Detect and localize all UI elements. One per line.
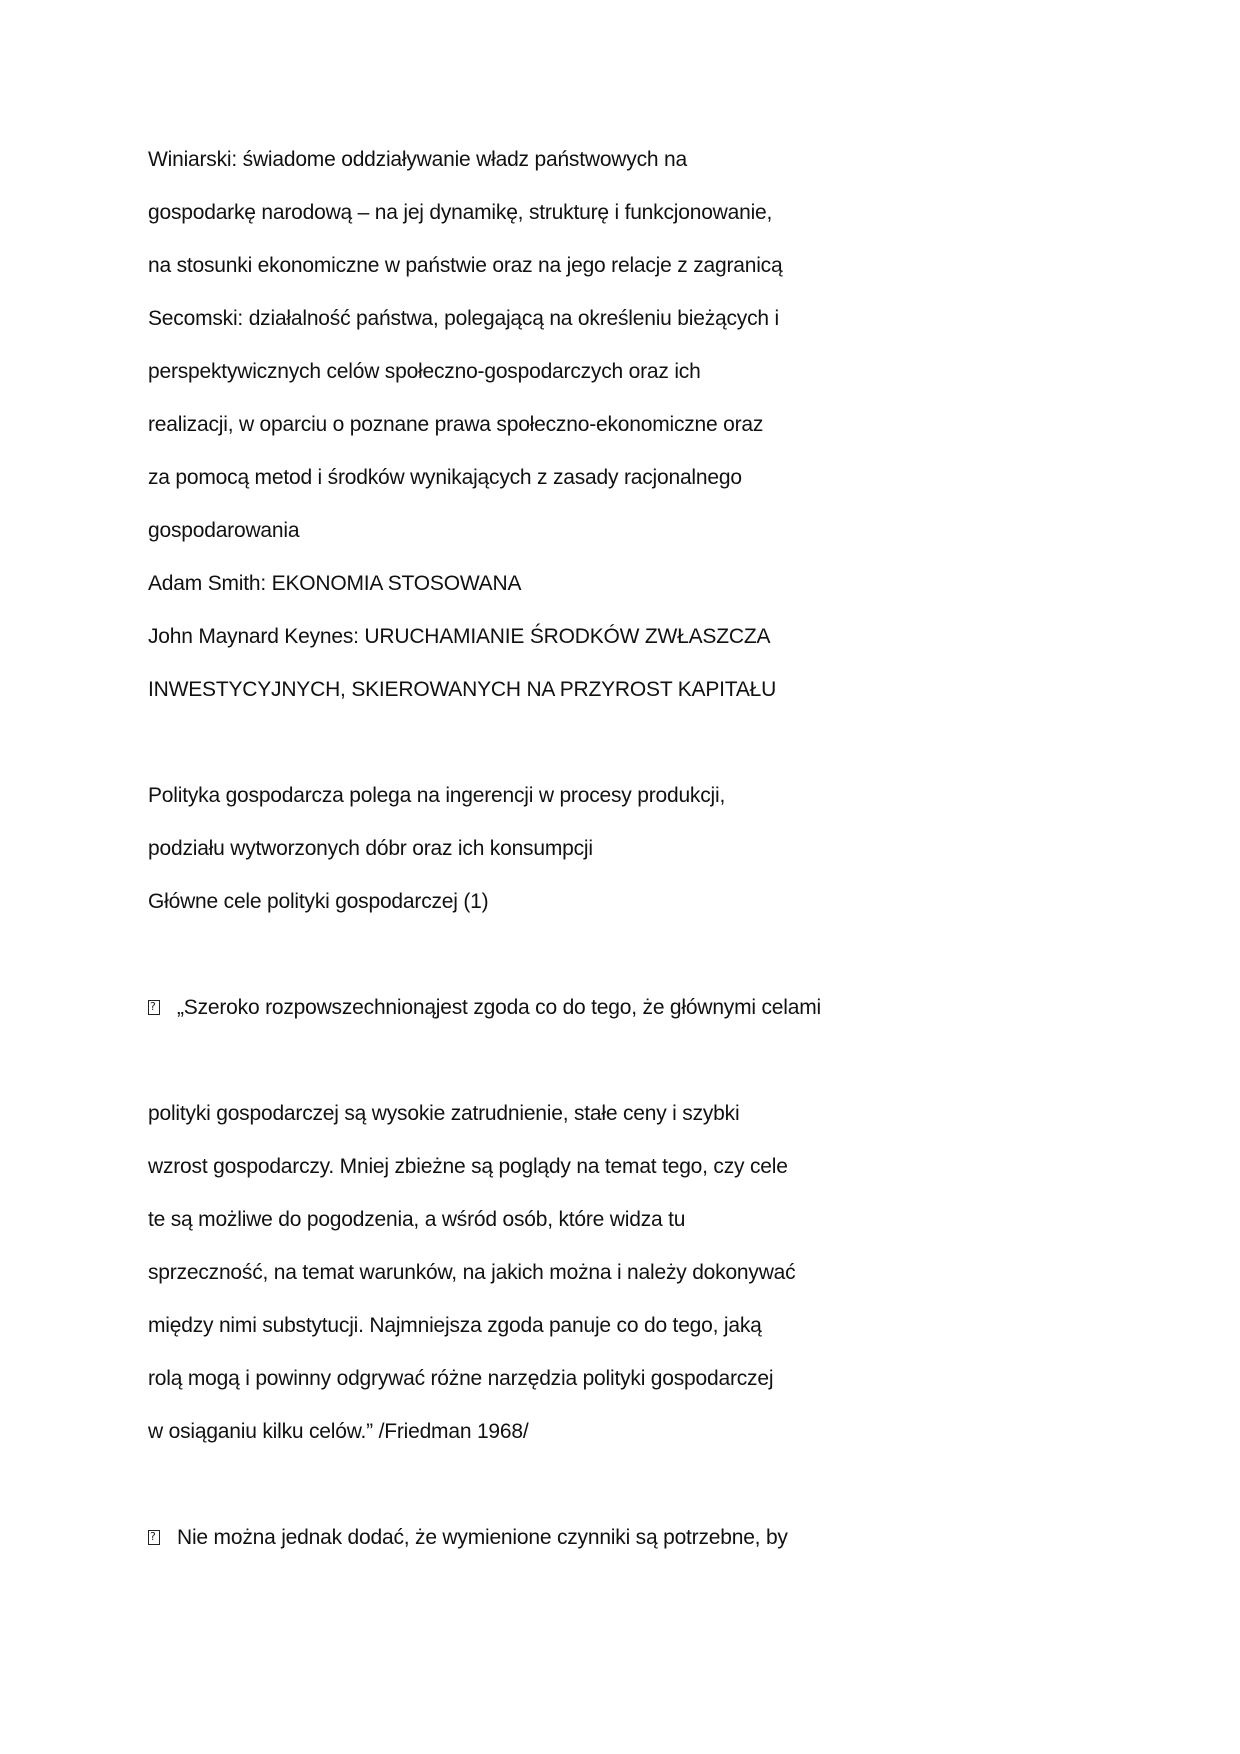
text-line: Główne cele polityki gospodarczej (1) [148, 890, 489, 913]
text-line: w osiąganiu kilku celów.” /Friedman 1968/ [148, 1420, 529, 1443]
text-line: John Maynard Keynes: URUCHAMIANIE ŚRODKÓW ZWŁASZCZA [148, 625, 771, 648]
text-line: sprzeczność, na temat warunków, na jakich można i należy dokonywać [148, 1261, 796, 1284]
text-line: Adam Smith: EKONOMIA STOSOWANA [148, 572, 522, 595]
missing-glyph-bullet-icon [148, 1530, 160, 1545]
text-line: gospodarkę narodową – na jej dynamikę, strukturę i funkcjonowanie, [148, 201, 773, 224]
text-line: Secomski: działalność państwa, polegającą na określeniu bieżących i [148, 307, 779, 330]
text-line: podziału wytworzonych dóbr oraz ich konsumpcji [148, 837, 593, 860]
text-line: perspektywicznych celów społeczno-gospodarczych oraz ich [148, 360, 701, 383]
text-line: polityki gospodarczej są wysokie zatrudnienie, stałe ceny i szybki [148, 1102, 740, 1125]
bullet-text: Nie można jednak dodać, że wymienione czynniki są potrzebne, by [177, 1526, 788, 1549]
text-line: rolą mogą i powinny odgrywać różne narzędzia polityki gospodarczej [148, 1367, 774, 1390]
bullet-line [148, 1525, 788, 1551]
text-line: gospodarowania [148, 519, 300, 542]
text-line: realizacji, w oparciu o poznane prawa społeczno-ekonomiczne oraz [148, 413, 764, 436]
missing-glyph-bullet-icon [148, 1000, 160, 1015]
bullet-line [148, 995, 821, 1021]
text-line: te są możliwe do pogodzenia, a wśród osób, które widza tu [148, 1208, 686, 1231]
text-line: na stosunki ekonomiczne w państwie oraz na jego relacje z zagranicą [148, 254, 783, 277]
text-line: Polityka gospodarcza polega na ingerencji w procesy produkcji, [148, 784, 726, 807]
bullet-text: „Szeroko rozpowszechnionąjest zgoda co do tego, że głównymi celami [177, 996, 821, 1019]
text-line: wzrost gospodarczy. Mniej zbieżne są poglądy na temat tego, czy cele [148, 1155, 788, 1178]
text-line: INWESTYCYJNYCH, SKIEROWANYCH NA PRZYROST KAPITAŁU [148, 678, 777, 701]
text-line: Winiarski: świadome oddziaływanie władz państwowych na [148, 148, 687, 171]
text-line: za pomocą metod i środków wynikających z zasady racjonalnego [148, 466, 742, 489]
text-line: między nimi substytucji. Najmniejsza zgoda panuje co do tego, jaką [148, 1314, 762, 1337]
